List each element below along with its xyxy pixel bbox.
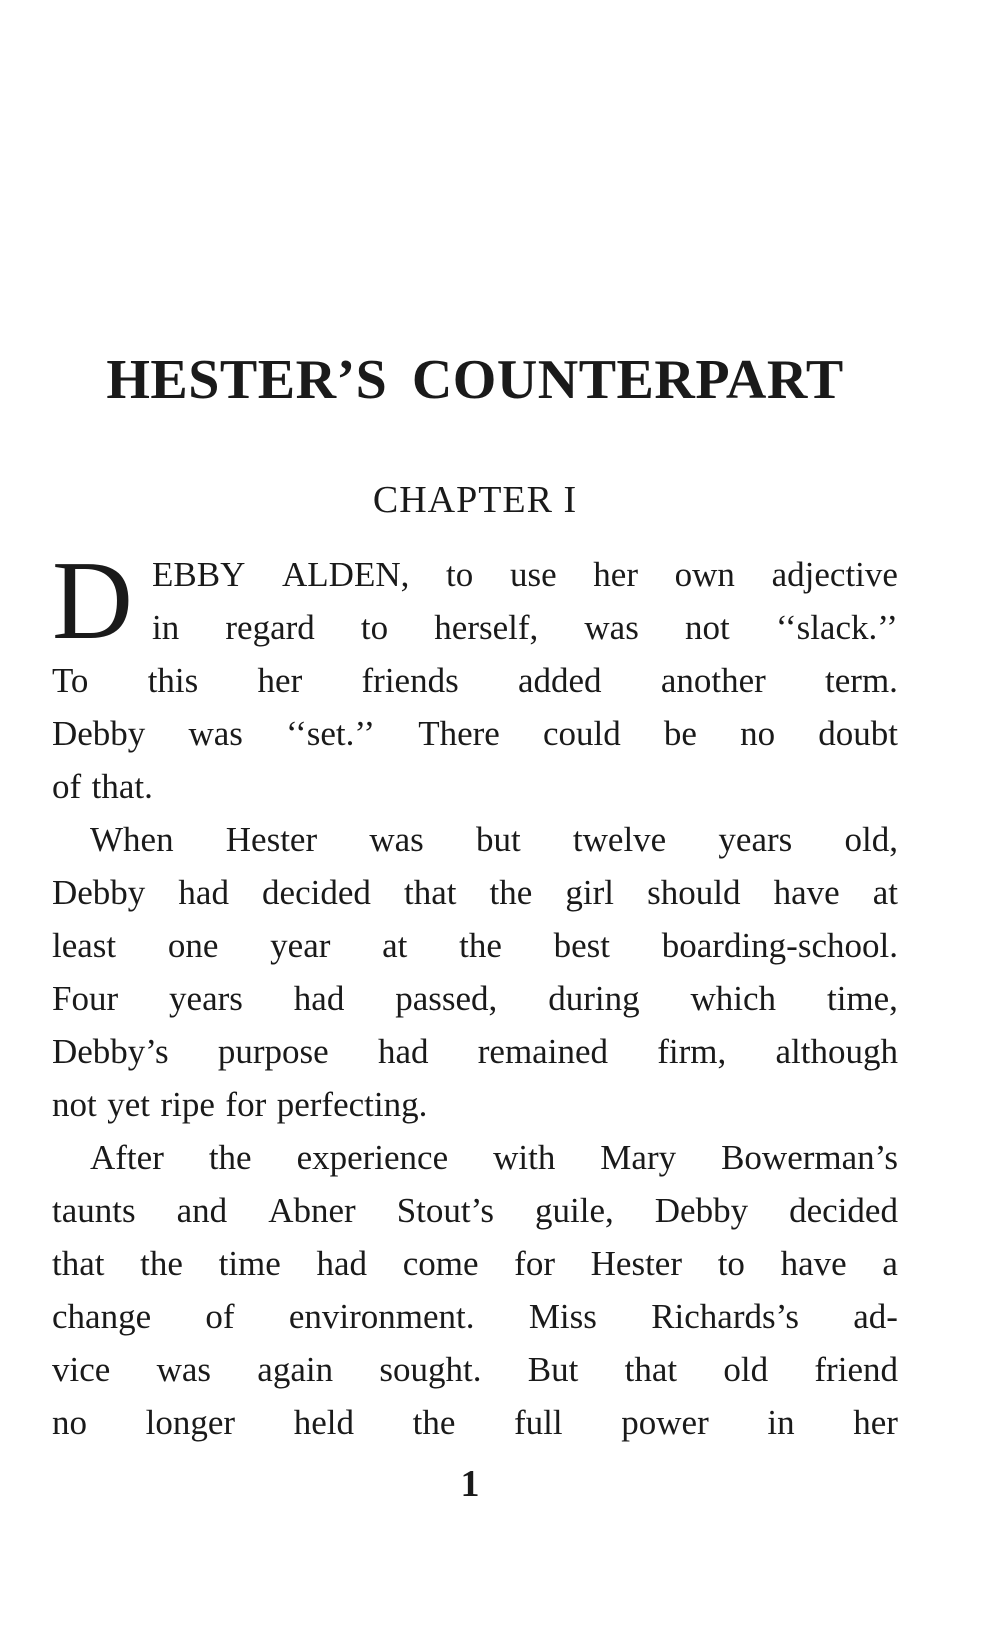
text-line: change of environment. Miss Richards’s ad-: [52, 1297, 898, 1336]
text-line: Debby had decided that the girl should have at: [52, 873, 898, 912]
text-line: Four years had passed, during which time,: [52, 979, 898, 1018]
text-line: not yet ripe for perfecting.: [52, 1085, 428, 1124]
text-line: in regard to herself, was not ‘‘slack.’’: [152, 608, 898, 647]
text-line: Debby was ‘‘set.’’ There could be no doubt: [52, 714, 898, 753]
text-line: When Hester was but twelve years old,: [90, 820, 898, 859]
book-title: HESTER’S COUNTERPART: [106, 349, 844, 411]
text-line: of that.: [52, 767, 153, 806]
text-line: no longer held the full power in her: [52, 1403, 898, 1442]
text-line: vice was again sought. But that old friend: [52, 1350, 898, 1389]
text-line: taunts and Abner Stout’s guile, Debby decided: [52, 1191, 898, 1230]
text-line: that the time had come for Hester to have a: [52, 1244, 898, 1283]
chapter-heading: CHAPTER I: [372, 479, 578, 521]
text-line: After the experience with Mary Bowerman’s: [90, 1138, 898, 1177]
text-line: To this her friends added another term.: [52, 661, 898, 700]
page-number: 1: [460, 1463, 480, 1505]
text-line: EBBY ALDEN, to use her own adjective: [152, 555, 898, 594]
text-line: least one year at the best boarding-school.: [52, 926, 898, 965]
body-text: [52, 539, 898, 1449]
drop-cap: D: [52, 539, 133, 663]
text-line: Debby’s purpose had remained firm, although: [52, 1032, 898, 1071]
